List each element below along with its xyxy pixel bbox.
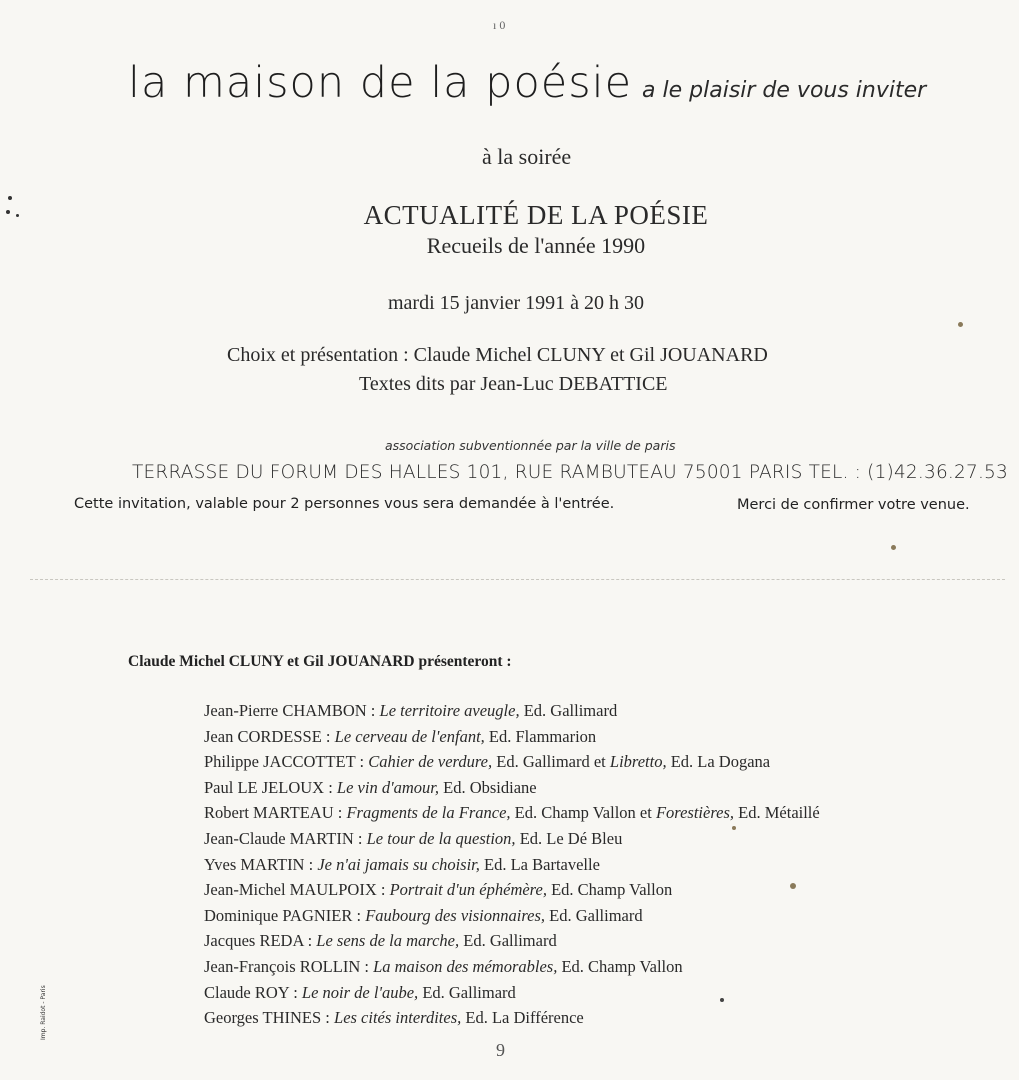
paper-speck	[790, 883, 796, 889]
confirm-attendance-note: Merci de confirmer votre venue.	[737, 497, 970, 513]
printer-imprint: Imp. Raidot - Paris	[40, 985, 47, 1040]
bottom-page-mark: 9	[496, 1040, 505, 1060]
paper-speck	[8, 196, 12, 200]
paper-speck	[720, 998, 724, 1002]
presenter-work: Je n'ai jamais su choisir,	[317, 854, 480, 874]
presenter-publisher: Ed. La Différence	[461, 1008, 584, 1028]
presenter-work: Le vin d'amour,	[336, 777, 439, 797]
invitation-tagline: a le plaisir de vous inviter	[642, 78, 927, 103]
presenter-entry	[204, 903, 820, 929]
presenter-author: Jean-François ROLLIN :	[204, 956, 374, 976]
presenter-author: Jean-Pierre CHAMBON :	[204, 701, 380, 720]
event-title: ACTUALITÉ DE LA POÉSIE	[363, 200, 709, 230]
presenter-publisher: Ed. Gallimard	[459, 931, 557, 951]
presenter-entry	[204, 698, 820, 724]
presenter-publisher: Ed. Gallimard	[418, 982, 516, 1002]
presenter-work: Portrait d'un éphémère,	[389, 880, 547, 900]
presenter-publisher: Ed. Champ Vallon	[546, 880, 673, 900]
paper-speck	[958, 322, 963, 327]
event-selection-credit: Choix et présentation : Claude Michel CLUNY et Gil JOUANARD	[227, 344, 768, 366]
presenter-entry	[204, 877, 820, 903]
presenter-author: Yves MARTIN :	[204, 854, 318, 874]
invitation-notice: Cette invitation, valable pour 2 personnes vous sera demandée à l'entrée.	[74, 496, 615, 512]
presenter-work: Le tour de la question,	[366, 828, 516, 848]
presenter-publisher: Ed. Gallimard et	[492, 752, 610, 772]
presenter-extra-work: Libretto,	[609, 752, 667, 772]
presenter-work: La maison des mémorables,	[373, 956, 558, 976]
presenter-author: Robert MARTEAU :	[204, 803, 347, 823]
presenters-heading: Claude Michel CLUNY et Gil JOUANARD présenteront :	[128, 653, 512, 670]
presenter-work: Faubourg des visionnaires,	[365, 905, 546, 925]
presenter-author: Jean-Michel MAULPOIX :	[204, 880, 390, 900]
presenter-entry	[204, 724, 820, 750]
presenter-entry	[204, 1005, 820, 1031]
paper-speck	[6, 210, 10, 214]
presenter-extra-work: Forestières,	[655, 803, 735, 823]
presenter-work: Le sens de la marche,	[316, 931, 460, 951]
presenter-publisher: Ed. Champ Vallon et	[510, 803, 656, 823]
presenter-work: Le cerveau de l'enfant,	[334, 726, 485, 746]
presenter-publisher: Ed. La Bartavelle	[479, 854, 600, 874]
presenter-author: Georges THINES :	[204, 1008, 335, 1028]
association-note: association subventionnée par la ville de paris	[385, 438, 676, 453]
invitation-header	[128, 58, 926, 108]
presenter-entry	[204, 800, 820, 826]
presenter-work: Le territoire aveugle,	[379, 701, 520, 720]
presenter-publisher: Ed. Flammarion	[484, 726, 597, 746]
presenter-extra-publisher: Ed. La Dogana	[666, 752, 771, 772]
presenter-author: Paul LE JELOUX :	[204, 777, 337, 797]
presenter-publisher: Ed. Obsidiane	[438, 777, 537, 797]
paper-speck	[891, 545, 896, 550]
presenter-author: Jean CORDESSE :	[204, 726, 335, 746]
presenter-entry	[204, 928, 820, 954]
presenter-entry	[204, 980, 820, 1006]
presenter-extra-publisher: Ed. Métaillé	[734, 803, 820, 823]
paper-speck	[16, 214, 19, 217]
presenter-entry	[204, 749, 820, 775]
presenter-author: Dominique PAGNIER :	[204, 905, 366, 925]
fold-line	[30, 579, 1005, 580]
event-readers-credit: Textes dits par Jean-Luc DEBATTICE	[359, 373, 668, 395]
presenter-entry	[204, 954, 820, 980]
top-page-mark: ı 0	[493, 18, 506, 32]
presenter-publisher: Ed. Gallimard	[545, 905, 643, 925]
presenter-author: Claude ROY :	[204, 982, 302, 1002]
presenter-work: Le noir de l'aube,	[301, 982, 419, 1002]
presenter-entry	[204, 852, 820, 878]
presenter-publisher: Ed. Champ Vallon	[557, 956, 683, 976]
presenter-work: Cahier de verdure,	[368, 752, 493, 772]
soiree-intro: à la soirée	[482, 144, 572, 169]
presenter-entry	[204, 826, 820, 852]
event-subtitle: Recueils de l'année 1990	[426, 233, 646, 258]
maison-de-la-poesie-logo: la maison de la poésie	[128, 58, 633, 108]
presenters-list	[204, 698, 820, 1031]
venue-address: TERRASSE DU FORUM DES HALLES 101, RUE RAMBUTEAU 75001 PARIS TEL. : (1)42.36.27.53	[132, 462, 1008, 483]
presenter-work: Fragments de la France,	[346, 803, 511, 823]
paper-speck	[732, 826, 736, 830]
presenter-author: Philippe JACCOTTET :	[204, 752, 369, 772]
presenter-work: Les cités interdites,	[334, 1008, 462, 1028]
presenter-entry	[204, 775, 820, 801]
presenter-publisher: Ed. Le Dé Bleu	[515, 828, 623, 848]
presenter-publisher: Ed. Gallimard	[519, 701, 618, 720]
presenter-author: Jacques REDA :	[204, 931, 317, 951]
event-date: mardi 15 janvier 1991 à 20 h 30	[388, 292, 645, 314]
presenter-author: Jean-Claude MARTIN :	[204, 828, 367, 848]
